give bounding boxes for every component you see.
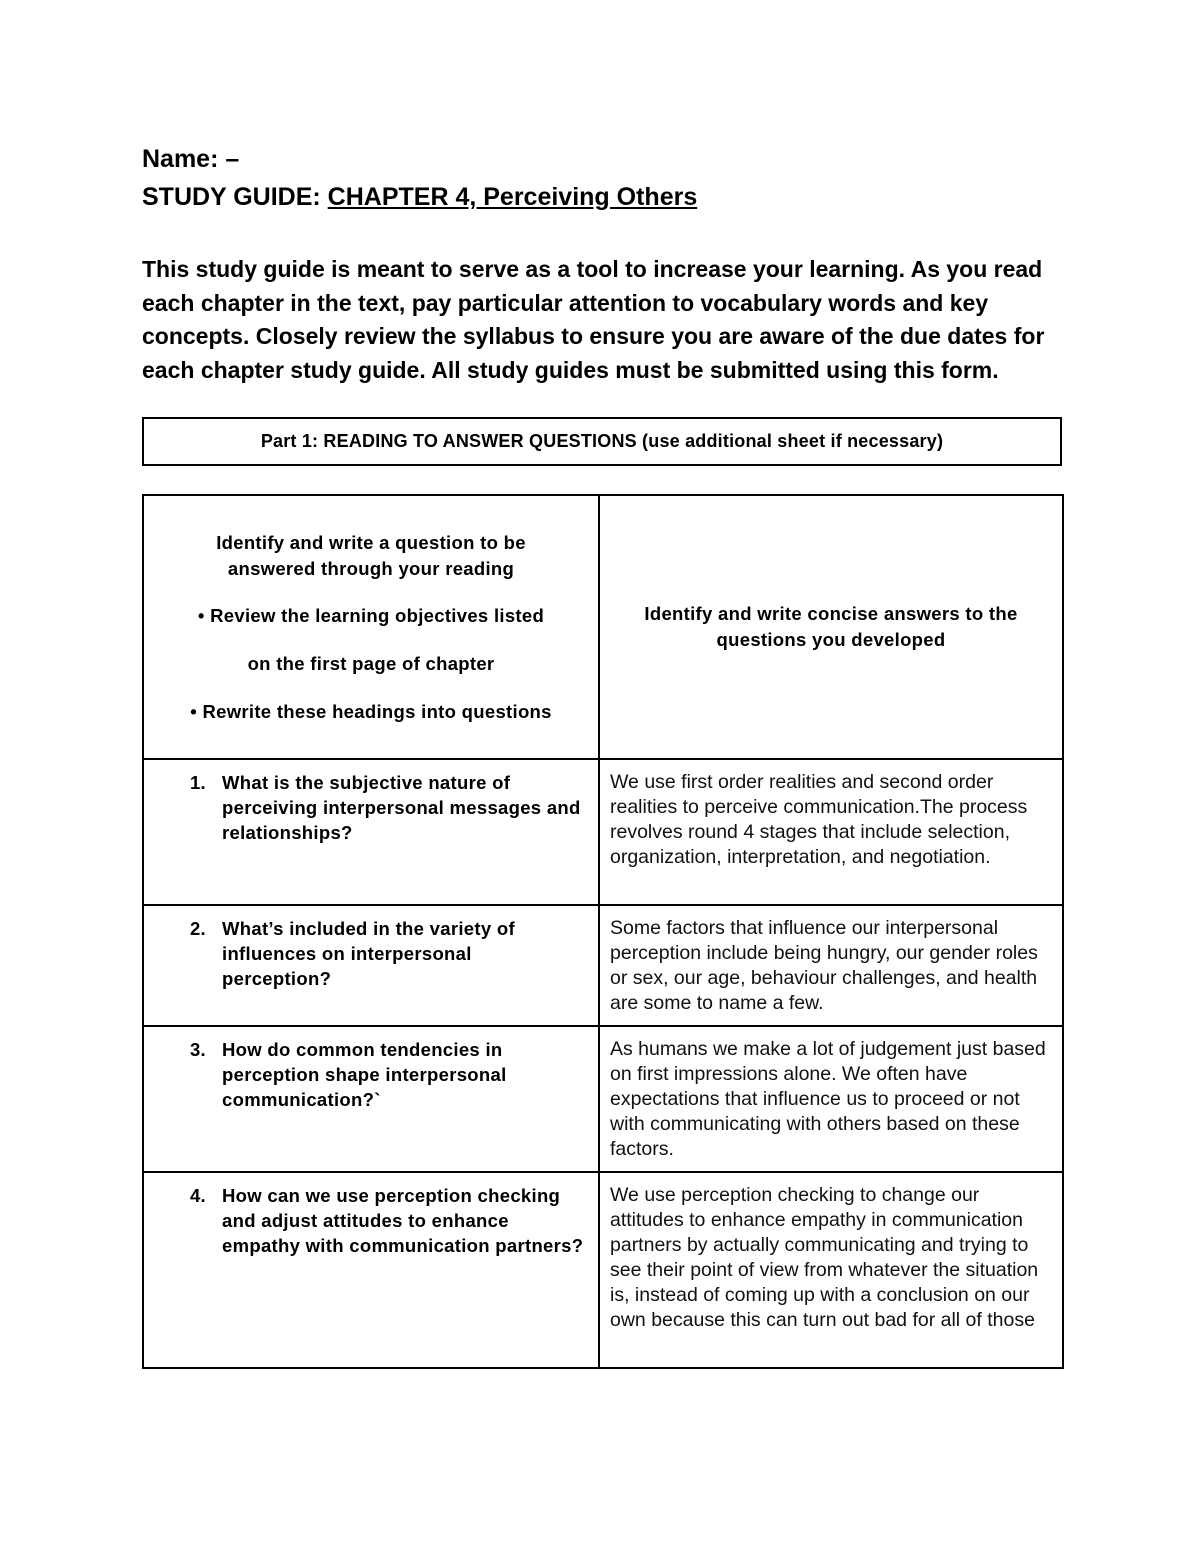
header-left-line2: answered through your reading — [227, 557, 515, 579]
table-header-row — [143, 495, 1063, 759]
intro-paragraph: This study guide is meant to serve as a tool to increase your learning. As you read each chapter in the text, pay particular attention to vocabulary words and key concepts. Closely review the syllabus to ensure you are aware of the due dates for each chapter study guide. All study guides must be submitted using this form. — [142, 256, 1045, 383]
question-cell — [143, 905, 599, 1026]
qa-table — [142, 494, 1064, 1369]
answer-cell: As humans we make a lot of judgement just based on first impressions alone. We often have expectations that influence us to proceed or not with communicating with others based on these factors. — [599, 1026, 1063, 1172]
question-text: What’s included in the variety of influences on interpersonal perception? — [222, 918, 515, 989]
table-row — [143, 905, 1063, 1026]
page-title — [142, 178, 1062, 216]
answer-cell: Some factors that influence our interpersonal perception include being hungry, our gender roles or sex, our age, behaviour challenges, and health are some to name a few. — [599, 905, 1063, 1026]
title-chapter: CHAPTER 4, Perceiving Others — [327, 183, 698, 211]
document-page — [142, 140, 1062, 1369]
answer-cell: We use perception checking to change our attitudes to enhance empathy in communication partners by actually communicating and trying to see their point of view from whatever the situation is, instead of coming up with a conclusion on our own because this can turn out bad for all of those — [599, 1172, 1063, 1368]
question-cell — [143, 1172, 599, 1368]
title-prefix: STUDY GUIDE: — [142, 183, 328, 211]
question-number: 4. — [189, 1185, 206, 1206]
table-row — [143, 759, 1063, 905]
question-cell — [143, 1026, 599, 1172]
question-number: 3. — [189, 1039, 206, 1060]
name-label: Name: – — [142, 145, 240, 173]
table-row — [143, 1026, 1063, 1172]
question-cell — [143, 759, 599, 905]
header-left-bullet1: • Review the learning objectives listed — [197, 604, 545, 626]
question-text: How can we use perception checking and adjust attitudes to enhance empathy with communication partners? — [222, 1185, 584, 1256]
header-left-bullet2: • Rewrite these headings into questions — [190, 700, 552, 722]
question-number: 2. — [189, 918, 206, 939]
part1-heading: Part 1: READING TO ANSWER QUESTIONS (use additional sheet if necessary) — [260, 431, 944, 451]
header-left-bullet1-cont: on the first page of chapter — [247, 652, 495, 674]
part1-heading-box — [142, 417, 1062, 466]
question-text: What is the subjective nature of perceiving interpersonal messages and relationships? — [222, 772, 581, 843]
question-number: 1. — [189, 772, 206, 793]
question-text: How do common tendencies in perception shape interpersonal communication?` — [222, 1039, 507, 1110]
header-left-line1: Identify and write a question to be — [216, 531, 526, 553]
table-row — [143, 1172, 1063, 1368]
header-left-cell — [143, 495, 599, 759]
answer-cell: We use first order realities and second order realities to perceive communication.The process revolves round 4 stages that include selection, organization, interpretation, and negotiation. — [599, 759, 1063, 905]
header-right-cell: Identify and write concise answers to the questions you developed — [599, 495, 1063, 759]
